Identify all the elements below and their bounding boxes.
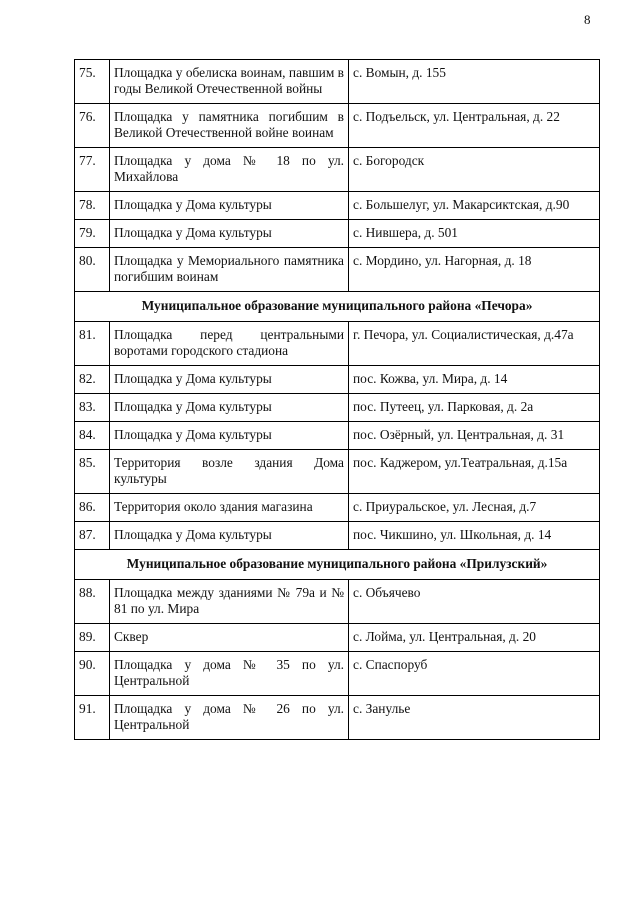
location-name: Территория около здания магазина: [110, 494, 349, 522]
table-row: [75, 366, 600, 394]
location-name: Площадка перед центральными воротами городского стадиона: [110, 322, 349, 366]
table-row: [75, 148, 600, 192]
location-address: с. Мордино, ул. Нагорная, д. 18: [349, 248, 600, 292]
section-header-row: [75, 550, 600, 580]
table-row: [75, 394, 600, 422]
table-row: [75, 624, 600, 652]
table-row: [75, 60, 600, 104]
row-number: 84.: [75, 422, 110, 450]
location-address: с. Подъельск, ул. Центральная, д. 22: [349, 104, 600, 148]
row-number: 85.: [75, 450, 110, 494]
row-number: 78.: [75, 192, 110, 220]
row-number: 89.: [75, 624, 110, 652]
page-number: 8: [584, 12, 591, 27]
location-address: с. Нившера, д. 501: [349, 220, 600, 248]
location-name: Площадка у Дома культуры: [110, 422, 349, 450]
location-address: г. Печора, ул. Социалистическая, д.47а: [349, 322, 600, 366]
location-address: пос. Чикшино, ул. Школьная, д. 14: [349, 522, 600, 550]
row-number: 75.: [75, 60, 110, 104]
location-name: Площадка у дома № 26 по ул. Центральной: [110, 696, 349, 740]
location-address: пос. Каджером, ул.Театральная, д.15а: [349, 450, 600, 494]
locations-table: [74, 59, 600, 740]
row-number: 91.: [75, 696, 110, 740]
row-number: 87.: [75, 522, 110, 550]
location-address: с. Большелуг, ул. Макарсиктская, д.90: [349, 192, 600, 220]
section-header-row: [75, 292, 600, 322]
table-row: [75, 522, 600, 550]
row-number: 90.: [75, 652, 110, 696]
table-row: [75, 192, 600, 220]
location-name: Площадка у Мемориального памятника погибшим воинам: [110, 248, 349, 292]
location-name: Площадка между зданиями № 79а и № 81 по ул. Мира: [110, 580, 349, 624]
table-row: [75, 450, 600, 494]
table-row: [75, 696, 600, 740]
location-address: с. Лойма, ул. Центральная, д. 20: [349, 624, 600, 652]
row-number: 86.: [75, 494, 110, 522]
location-name: Площадка у обелиска воинам, павшим в годы Великой Отечественной войны: [110, 60, 349, 104]
table-body: [75, 60, 600, 740]
location-name: Территория возле здания Дома культуры: [110, 450, 349, 494]
table-row: [75, 322, 600, 366]
location-address: с. Приуральское, ул. Лесная, д.7: [349, 494, 600, 522]
row-number: 83.: [75, 394, 110, 422]
row-number: 82.: [75, 366, 110, 394]
location-address: с. Объячево: [349, 580, 600, 624]
location-address: пос. Кожва, ул. Мира, д. 14: [349, 366, 600, 394]
table-row: [75, 580, 600, 624]
location-address: с. Богородск: [349, 148, 600, 192]
location-name: Площадка у Дома культуры: [110, 192, 349, 220]
table-row: [75, 494, 600, 522]
location-address: с. Спаспоруб: [349, 652, 600, 696]
location-address: пос. Озёрный, ул. Центральная, д. 31: [349, 422, 600, 450]
row-number: 76.: [75, 104, 110, 148]
table-row: [75, 652, 600, 696]
row-number: 79.: [75, 220, 110, 248]
location-address: пос. Путеец, ул. Парковая, д. 2а: [349, 394, 600, 422]
location-name: Площадка у памятника погибшим в Великой Отечественной войне воинам: [110, 104, 349, 148]
row-number: 77.: [75, 148, 110, 192]
location-name: Площадка у Дома культуры: [110, 366, 349, 394]
table-row: [75, 220, 600, 248]
table-row: [75, 248, 600, 292]
location-name: Сквер: [110, 624, 349, 652]
location-name: Площадка у Дома культуры: [110, 220, 349, 248]
location-name: Площадка у дома № 18 по ул. Михайлова: [110, 148, 349, 192]
table-row: [75, 422, 600, 450]
row-number: 81.: [75, 322, 110, 366]
table-row: [75, 104, 600, 148]
row-number: 88.: [75, 580, 110, 624]
row-number: 80.: [75, 248, 110, 292]
location-address: с. Вомын, д. 155: [349, 60, 600, 104]
section-title: Муниципальное образование муниципального района «Прилузский»: [75, 550, 600, 580]
location-name: Площадка у Дома культуры: [110, 394, 349, 422]
location-name: Площадка у Дома культуры: [110, 522, 349, 550]
location-name: Площадка у дома № 35 по ул. Центральной: [110, 652, 349, 696]
section-title: Муниципальное образование муниципального района «Печора»: [75, 292, 600, 322]
location-address: с. Занулье: [349, 696, 600, 740]
